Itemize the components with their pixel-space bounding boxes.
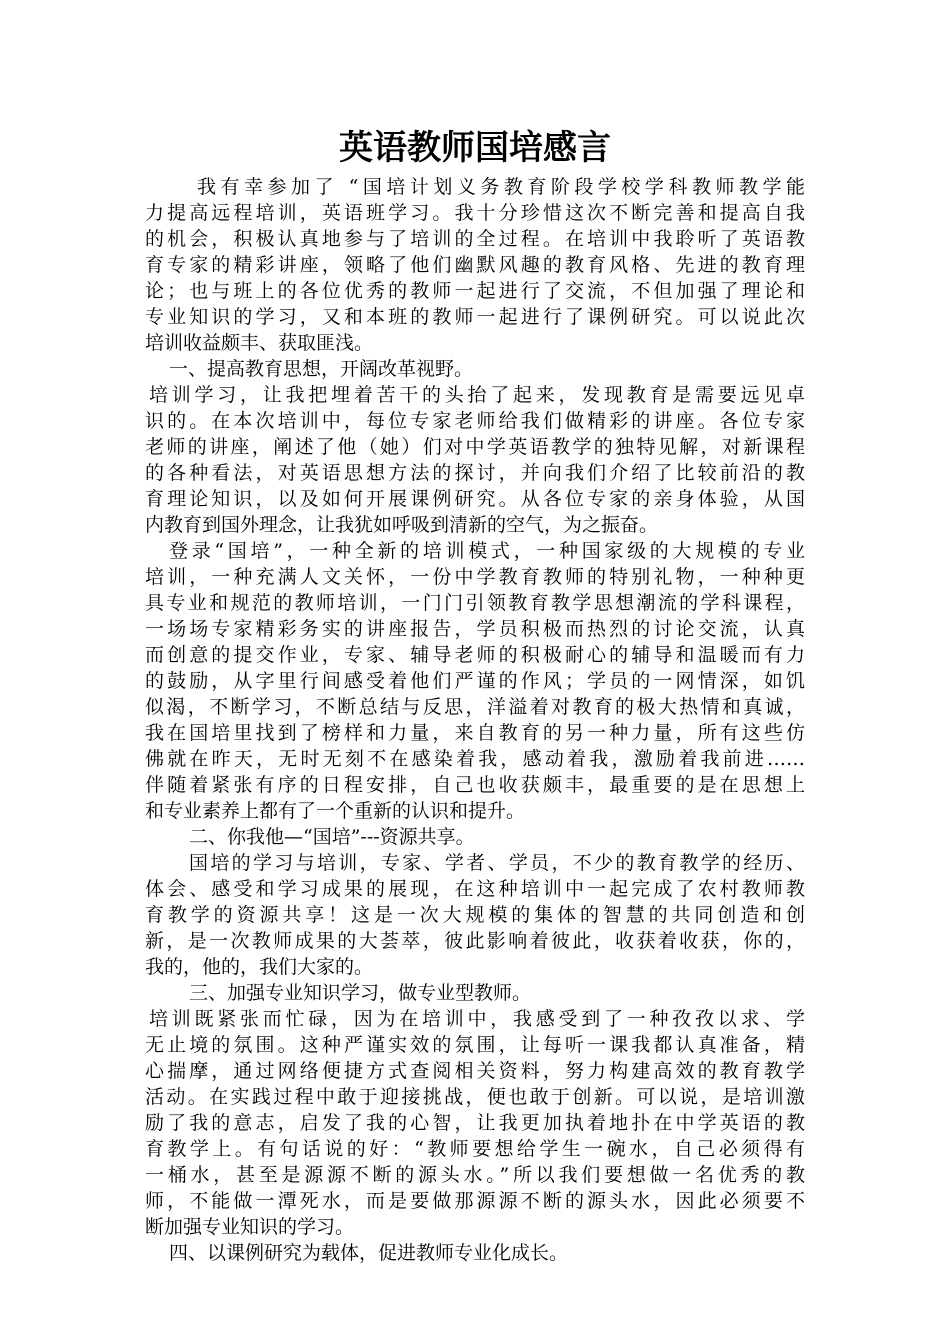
text-line: 新，是一次教师成果的大荟萃，彼此影响着彼此，收获着收获，你的， [145,930,805,952]
text-line: 培训，一种充满人文关怀，一份中学教育教师的特别礼物，一种种更 [145,566,805,588]
text-line: 的机会，积极认真地参与了培训的全过程。在培训中我聆听了英语教 [145,228,805,250]
text-line: 培训学习，让我把埋着苦干的头抬了起来，发现教育是需要远见卓 [149,384,805,406]
text-line: 佛就在昨天，无时无刻不在感染着我，感动着我，激励着我前进…… [145,748,805,770]
text-line: 老师的讲座，阐述了他（她）们对中学英语教学的独特见解，对新课程 [145,436,805,458]
text-line: 而创意的提交作业，专家、辅导老师的积极耐心的辅导和温暖而有力 [145,644,805,666]
text-line: 体会、感受和学习成果的展现，在这种培训中一起完成了农村教师教 [145,878,805,900]
text-line: 和专业素养上都有了一个重新的认识和提升。 [145,800,526,822]
text-line: 二、你我他—“国培”---资源共享。 [189,826,475,848]
text-line: 活动。在实践过程中敢于迎接挑战，便也敢于创新。可以说，是培训激 [145,1086,805,1108]
text-line: 国培的学习与培训，专家、学者、学员，不少的教育教学的经历、 [189,852,805,874]
text-line: 力提高远程培训，英语班学习。我十分珍惜这次不断完善和提高自我 [145,202,805,224]
text-line: 四、以课例研究为载体，促进教师专业化成长。 [169,1242,569,1264]
text-line: 似渴，不断学习，不断总结与反思，洋溢着对教育的极大热情和真诚， [145,696,805,718]
text-line: 育专家的精彩讲座，领略了他们幽默风趣的教育风格、先进的教育理 [145,254,805,276]
text-line: 一桶水，甚至是源源不断的源头水。”所以我们要想做一名优秀的教 [145,1164,805,1186]
text-line: 育教学上。有句话说的好：“教师要想给学生一碗水，自己必须得有 [145,1138,805,1160]
text-line: 一场场专家精彩务实的讲座报告，学员积极而热烈的讨论交流，认真 [145,618,805,640]
text-line: 断加强专业知识的学习。 [145,1216,355,1238]
text-line: 无止境的氛围。这种严谨实效的氛围，让每听一课我都认真准备，精 [145,1034,805,1056]
text-line: 具专业和规范的教师培训，一门门引领教育教学思想潮流的学科课程， [145,592,805,614]
text-line: 的各种看法，对英语思想方法的探讨，并向我们介绍了比较前沿的教 [145,462,805,484]
text-line: 培训收益颇丰、获取匪浅。 [145,332,374,354]
text-line: 伴随着紧张有序的日程安排，自己也收获颇丰，最重要的是在思想上 [145,774,805,796]
text-line: 内教育到国外理念，让我犹如呼吸到清新的空气，为之振奋。 [145,514,659,536]
text-line: 一、提高教育思想，开阔改革视野。 [169,358,474,380]
text-line: 识的。在本次培训中，每位专家老师给我们做精彩的讲座。各位专家 [145,410,805,432]
text-line: 论；也与班上的各位优秀的教师一起进行了交流，不但加强了理论和 [145,280,805,302]
text-line: 师，不能做一潭死水，而是要做那源源不断的源头水，因此必须要不 [145,1190,805,1212]
text-line: 育理论知识，以及如何开展课例研究。从各位专家的亲身体验，从国 [145,488,805,510]
text-line: 三、加强专业知识学习，做专业型教师。 [189,982,532,1004]
text-line: 的鼓励，从字里行间感受着他们严谨的作风；学员的一网情深，如饥 [145,670,805,692]
document-title: 英语教师国培感言 [339,128,611,168]
text-line: 心揣摩，通过网络便捷方式查阅相关资料，努力构建高效的教育教学 [145,1060,805,1082]
text-line: 励了我的意志，启发了我的心智，让我更加执着地扑在中学英语的教 [145,1112,805,1134]
text-line: 我有幸参加了 “国培计划义务教育阶段学校学科教师教学能 [197,176,805,198]
document-body [145,174,805,1266]
text-line: 我的，他的，我们大家的。 [145,956,374,978]
text-line: 专业知识的学习，又和本班的教师一起进行了课例研究。可以说此次 [145,306,805,328]
text-line: 登录“国培”，一种全新的培训模式，一种国家级的大规模的专业 [169,540,805,562]
text-line: 我在国培里找到了榜样和力量，来自教育的另一种力量，所有这些仿 [145,722,805,744]
text-line: 培训既紧张而忙碌，因为在培训中，我感受到了一种孜孜以求、学 [149,1008,805,1030]
text-line: 育教学的资源共享！这是一次大规模的集体的智慧的共同创造和创 [145,904,805,926]
